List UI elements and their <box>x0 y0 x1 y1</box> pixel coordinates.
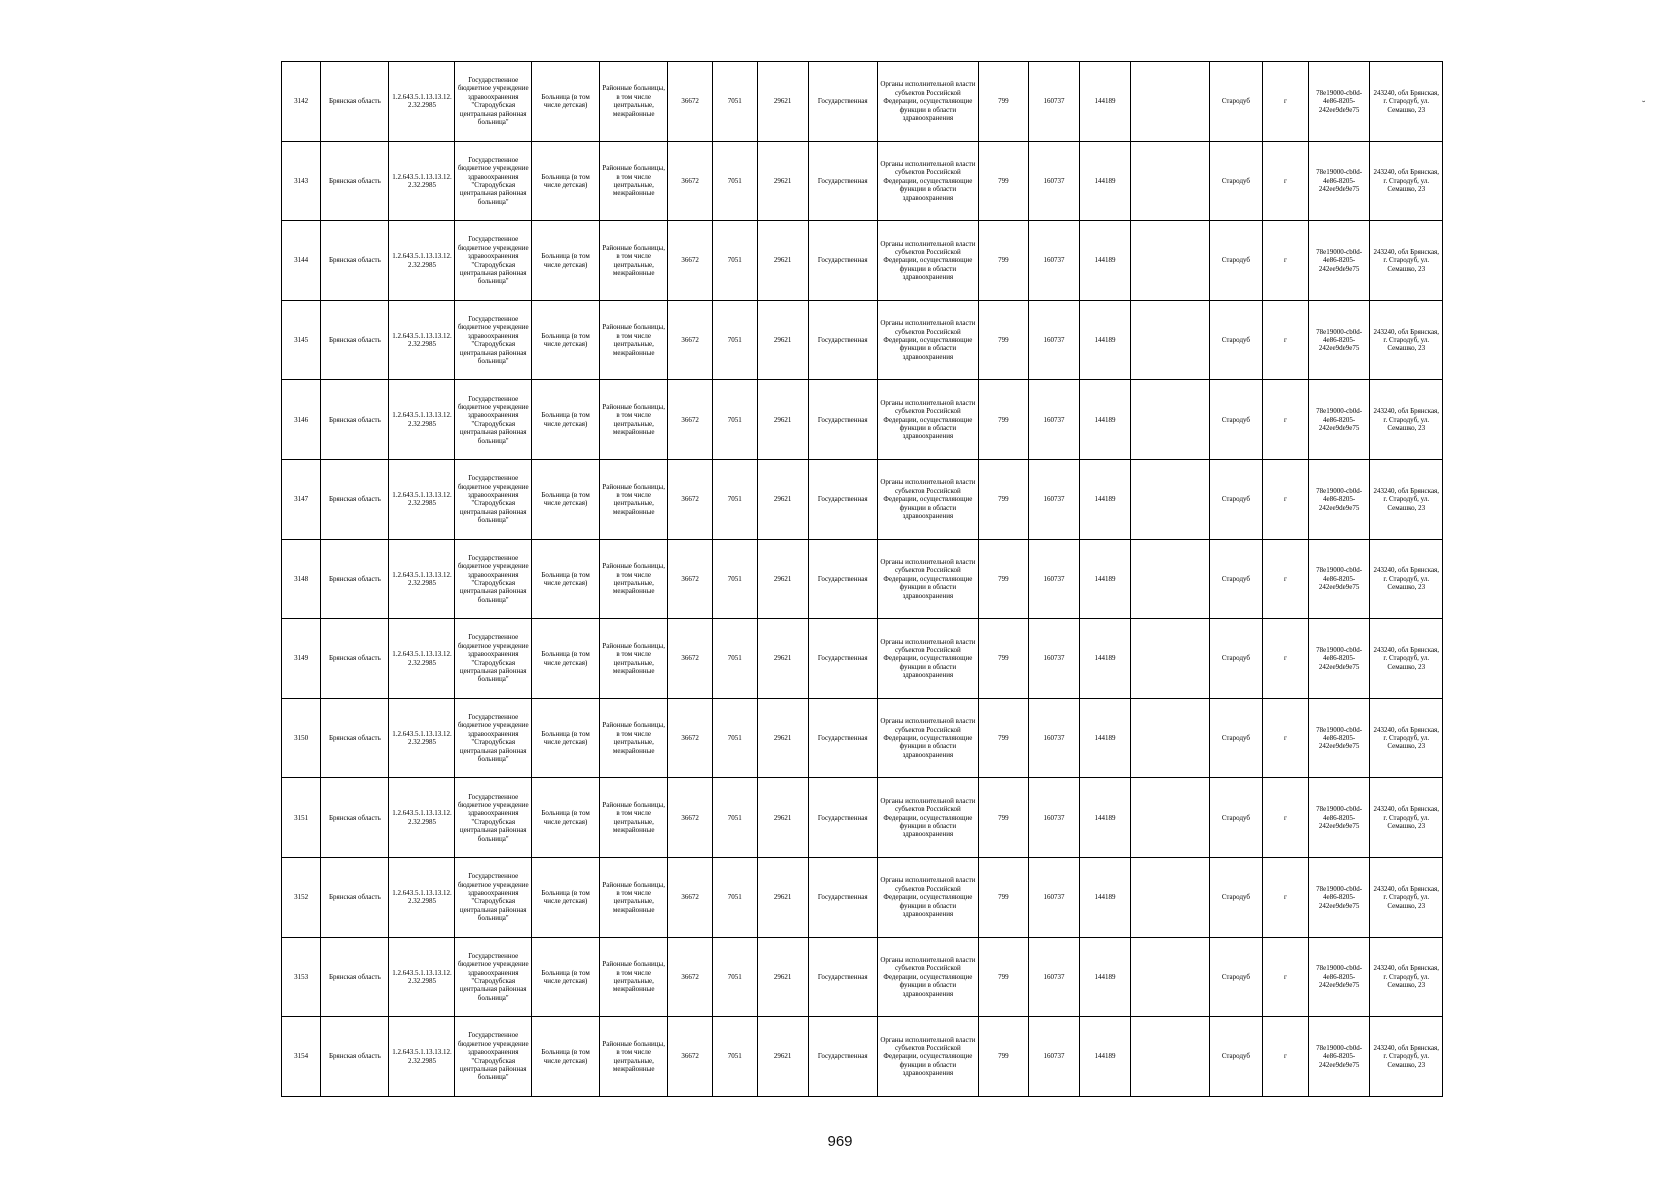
table-row <box>282 300 1443 380</box>
cell-code: 1.2.643.5.1.13.13.12.2.32.2985 <box>389 300 455 380</box>
cell-num-1: 36672 <box>668 62 713 142</box>
table-row <box>282 380 1443 460</box>
cell-num-1: 36672 <box>668 619 713 699</box>
cell-settlement-type: г <box>1263 460 1309 540</box>
cell-region: Брянская область <box>321 221 389 301</box>
cell-facility-type: Больница (в том числе детская) <box>532 141 600 221</box>
cell-empty-col <box>1131 460 1210 540</box>
cell-num-3: 29621 <box>757 858 808 938</box>
cell-num-6: 144189 <box>1080 858 1131 938</box>
cell-code: 1.2.643.5.1.13.13.12.2.32.2985 <box>389 858 455 938</box>
cell-region: Брянская область <box>321 1017 389 1097</box>
cell-facility-subtype: Районные больницы, в том числе центральные, межрайонные <box>600 62 668 142</box>
cell-num-6: 144189 <box>1080 619 1131 699</box>
cell-num-3: 29621 <box>757 1017 808 1097</box>
cell-num-4: 799 <box>978 858 1028 938</box>
cell-address: 243240, обл Брянская, г. Стародуб, ул. Семашко, 23 <box>1370 62 1443 142</box>
cell-code: 1.2.643.5.1.13.13.12.2.32.2985 <box>389 1017 455 1097</box>
row-id-cell: 3150 <box>282 698 321 778</box>
cell-num-4: 799 <box>978 1017 1028 1097</box>
cell-num-3: 29621 <box>757 300 808 380</box>
cell-num-6: 144189 <box>1080 221 1131 301</box>
table-row <box>282 937 1443 1017</box>
cell-city: Стародуб <box>1209 539 1262 619</box>
row-id-cell: 3145 <box>282 300 321 380</box>
cell-num-2: 7051 <box>712 858 757 938</box>
cell-region: Брянская область <box>321 698 389 778</box>
cell-facility-type: Больница (в том числе детская) <box>532 619 600 699</box>
cell-num-6: 144189 <box>1080 539 1131 619</box>
cell-ownership: Государственная <box>808 1017 877 1097</box>
cell-address: 243240, обл Брянская, г. Стародуб, ул. Семашко, 23 <box>1370 300 1443 380</box>
cell-address: 243240, обл Брянская, г. Стародуб, ул. Семашко, 23 <box>1370 778 1443 858</box>
cell-num-3: 29621 <box>757 141 808 221</box>
cell-organization: Государственное бюджетное учреждение здравоохранения "Стародубская центральная районная больница" <box>455 380 532 460</box>
cell-facility-subtype: Районные больницы, в том числе центральные, межрайонные <box>600 778 668 858</box>
cell-city: Стародуб <box>1209 937 1262 1017</box>
cell-city: Стародуб <box>1209 62 1262 142</box>
cell-num-4: 799 <box>978 221 1028 301</box>
cell-num-1: 36672 <box>668 221 713 301</box>
cell-settlement-type: г <box>1263 62 1309 142</box>
cell-facility-type: Больница (в том числе детская) <box>532 1017 600 1097</box>
cell-city: Стародуб <box>1209 778 1262 858</box>
cell-num-4: 799 <box>978 619 1028 699</box>
cell-region: Брянская область <box>321 300 389 380</box>
cell-facility-subtype: Районные больницы, в том числе центральные, межрайонные <box>600 380 668 460</box>
table-row <box>282 460 1443 540</box>
cell-city: Стародуб <box>1209 141 1262 221</box>
cell-guid: 78e19000-cb0d-4e86-8205-242ee9de9e75 <box>1308 1017 1370 1097</box>
cell-num-5: 160737 <box>1028 62 1079 142</box>
cell-ownership: Государственная <box>808 858 877 938</box>
cell-ownership: Государственная <box>808 141 877 221</box>
cell-num-4: 799 <box>978 141 1028 221</box>
cell-organization: Государственное бюджетное учреждение здравоохранения "Стародубская центральная районная больница" <box>455 937 532 1017</box>
cell-ownership: Государственная <box>808 221 877 301</box>
cell-city: Стародуб <box>1209 858 1262 938</box>
cell-guid: 78e19000-cb0d-4e86-8205-242ee9de9e75 <box>1308 300 1370 380</box>
cell-ownership: Государственная <box>808 778 877 858</box>
cell-settlement-type: г <box>1263 778 1309 858</box>
cell-code: 1.2.643.5.1.13.13.12.2.32.2985 <box>389 221 455 301</box>
cell-organization: Государственное бюджетное учреждение здравоохранения "Стародубская центральная районная больница" <box>455 698 532 778</box>
cell-region: Брянская область <box>321 460 389 540</box>
cell-authority: Органы исполнительной власти субъектов Российской Федерации, осуществляющие функции в области здравоохранения <box>877 62 978 142</box>
cell-organization: Государственное бюджетное учреждение здравоохранения "Стародубская центральная районная больница" <box>455 141 532 221</box>
table-row <box>282 141 1443 221</box>
cell-guid: 78e19000-cb0d-4e86-8205-242ee9de9e75 <box>1308 141 1370 221</box>
cell-authority: Органы исполнительной власти субъектов Российской Федерации, осуществляющие функции в области здравоохранения <box>877 300 978 380</box>
cell-num-6: 144189 <box>1080 698 1131 778</box>
cell-guid: 78e19000-cb0d-4e86-8205-242ee9de9e75 <box>1308 778 1370 858</box>
cell-empty-col <box>1131 539 1210 619</box>
cell-settlement-type: г <box>1263 937 1309 1017</box>
cell-facility-type: Больница (в том числе детская) <box>532 858 600 938</box>
row-id-cell: 3148 <box>282 539 321 619</box>
cell-num-4: 799 <box>978 380 1028 460</box>
cell-num-6: 144189 <box>1080 141 1131 221</box>
cell-num-6: 144189 <box>1080 300 1131 380</box>
cell-guid: 78e19000-cb0d-4e86-8205-242ee9de9e75 <box>1308 698 1370 778</box>
cell-city: Стародуб <box>1209 380 1262 460</box>
cell-num-2: 7051 <box>712 62 757 142</box>
cell-num-1: 36672 <box>668 460 713 540</box>
cell-address: 243240, обл Брянская, г. Стародуб, ул. Семашко, 23 <box>1370 698 1443 778</box>
cell-settlement-type: г <box>1263 300 1309 380</box>
cell-num-3: 29621 <box>757 460 808 540</box>
cell-code: 1.2.643.5.1.13.13.12.2.32.2985 <box>389 778 455 858</box>
cell-code: 1.2.643.5.1.13.13.12.2.32.2985 <box>389 698 455 778</box>
cell-facility-type: Больница (в том числе детская) <box>532 300 600 380</box>
cell-guid: 78e19000-cb0d-4e86-8205-242ee9de9e75 <box>1308 539 1370 619</box>
cell-settlement-type: г <box>1263 858 1309 938</box>
cell-empty-col <box>1131 141 1210 221</box>
cell-ownership: Государственная <box>808 698 877 778</box>
row-id-cell: 3151 <box>282 778 321 858</box>
cell-num-3: 29621 <box>757 619 808 699</box>
cell-code: 1.2.643.5.1.13.13.12.2.32.2985 <box>389 619 455 699</box>
cell-num-5: 160737 <box>1028 539 1079 619</box>
cell-num-5: 160737 <box>1028 619 1079 699</box>
cell-facility-type: Больница (в том числе детская) <box>532 539 600 619</box>
cell-num-3: 29621 <box>757 380 808 460</box>
table-row <box>282 698 1443 778</box>
cell-ownership: Государственная <box>808 380 877 460</box>
table-row <box>282 619 1443 699</box>
cell-empty-col <box>1131 221 1210 301</box>
cell-num-6: 144189 <box>1080 460 1131 540</box>
cell-num-1: 36672 <box>668 380 713 460</box>
cell-empty-col <box>1131 858 1210 938</box>
cell-num-2: 7051 <box>712 698 757 778</box>
cell-num-3: 29621 <box>757 62 808 142</box>
cell-num-6: 144189 <box>1080 380 1131 460</box>
cell-num-6: 144189 <box>1080 62 1131 142</box>
cell-region: Брянская область <box>321 539 389 619</box>
cell-num-4: 799 <box>978 778 1028 858</box>
cell-settlement-type: г <box>1263 141 1309 221</box>
cell-num-3: 29621 <box>757 221 808 301</box>
cell-facility-type: Больница (в том числе детская) <box>532 778 600 858</box>
cell-facility-type: Больница (в том числе детская) <box>532 62 600 142</box>
table-row <box>282 62 1443 142</box>
cell-num-5: 160737 <box>1028 937 1079 1017</box>
cell-num-2: 7051 <box>712 380 757 460</box>
cell-num-2: 7051 <box>712 221 757 301</box>
cell-address: 243240, обл Брянская, г. Стародуб, ул. Семашко, 23 <box>1370 858 1443 938</box>
cell-guid: 78e19000-cb0d-4e86-8205-242ee9de9e75 <box>1308 221 1370 301</box>
cell-organization: Государственное бюджетное учреждение здравоохранения "Стародубская центральная районная больница" <box>455 300 532 380</box>
row-id-cell: 3153 <box>282 937 321 1017</box>
cell-organization: Государственное бюджетное учреждение здравоохранения "Стародубская центральная районная больница" <box>455 460 532 540</box>
cell-empty-col <box>1131 778 1210 858</box>
cell-num-1: 36672 <box>668 778 713 858</box>
cell-facility-type: Больница (в том числе детская) <box>532 698 600 778</box>
cell-num-3: 29621 <box>757 937 808 1017</box>
cell-facility-subtype: Районные больницы, в том числе центральные, межрайонные <box>600 539 668 619</box>
cell-empty-col <box>1131 1017 1210 1097</box>
cell-authority: Органы исполнительной власти субъектов Российской Федерации, осуществляющие функции в области здравоохранения <box>877 778 978 858</box>
cell-authority: Органы исполнительной власти субъектов Российской Федерации, осуществляющие функции в области здравоохранения <box>877 937 978 1017</box>
table-row <box>282 221 1443 301</box>
cell-address: 243240, обл Брянская, г. Стародуб, ул. Семашко, 23 <box>1370 539 1443 619</box>
row-id-cell: 3143 <box>282 141 321 221</box>
cell-num-5: 160737 <box>1028 778 1079 858</box>
cell-num-4: 799 <box>978 698 1028 778</box>
cell-organization: Государственное бюджетное учреждение здравоохранения "Стародубская центральная районная больница" <box>455 221 532 301</box>
cell-settlement-type: г <box>1263 539 1309 619</box>
cell-facility-subtype: Районные больницы, в том числе центральные, межрайонные <box>600 221 668 301</box>
cell-address: 243240, обл Брянская, г. Стародуб, ул. Семашко, 23 <box>1370 460 1443 540</box>
cell-num-2: 7051 <box>712 300 757 380</box>
cell-settlement-type: г <box>1263 698 1309 778</box>
cell-num-2: 7051 <box>712 619 757 699</box>
cell-empty-col <box>1131 698 1210 778</box>
table-row <box>282 778 1443 858</box>
cell-facility-type: Больница (в том числе детская) <box>532 221 600 301</box>
cell-num-4: 799 <box>978 62 1028 142</box>
cell-facility-subtype: Районные больницы, в том числе центральные, межрайонные <box>600 460 668 540</box>
cell-region: Брянская область <box>321 619 389 699</box>
cell-num-2: 7051 <box>712 1017 757 1097</box>
cell-num-1: 36672 <box>668 858 713 938</box>
cell-facility-subtype: Районные больницы, в том числе центральные, межрайонные <box>600 858 668 938</box>
cell-num-6: 144189 <box>1080 937 1131 1017</box>
cell-num-2: 7051 <box>712 539 757 619</box>
cell-num-3: 29621 <box>757 698 808 778</box>
row-id-cell: 3144 <box>282 221 321 301</box>
cell-num-1: 36672 <box>668 698 713 778</box>
cell-organization: Государственное бюджетное учреждение здравоохранения "Стародубская центральная районная больница" <box>455 539 532 619</box>
cell-num-4: 799 <box>978 460 1028 540</box>
cell-num-5: 160737 <box>1028 1017 1079 1097</box>
cell-num-6: 144189 <box>1080 1017 1131 1097</box>
cell-settlement-type: г <box>1263 1017 1309 1097</box>
cell-address: 243240, обл Брянская, г. Стародуб, ул. Семашко, 23 <box>1370 141 1443 221</box>
cell-code: 1.2.643.5.1.13.13.12.2.32.2985 <box>389 141 455 221</box>
cell-ownership: Государственная <box>808 62 877 142</box>
cell-num-6: 144189 <box>1080 778 1131 858</box>
cell-num-3: 29621 <box>757 539 808 619</box>
cell-address: 243240, обл Брянская, г. Стародуб, ул. Семашко, 23 <box>1370 937 1443 1017</box>
cell-address: 243240, обл Брянская, г. Стародуб, ул. Семашко, 23 <box>1370 619 1443 699</box>
cell-ownership: Государственная <box>808 619 877 699</box>
cell-authority: Органы исполнительной власти субъектов Российской Федерации, осуществляющие функции в области здравоохранения <box>877 698 978 778</box>
cell-authority: Органы исполнительной власти субъектов Российской Федерации, осуществляющие функции в области здравоохранения <box>877 380 978 460</box>
cell-num-3: 29621 <box>757 778 808 858</box>
cell-address: 243240, обл Брянская, г. Стародуб, ул. Семашко, 23 <box>1370 380 1443 460</box>
cell-region: Брянская область <box>321 937 389 1017</box>
cell-region: Брянская область <box>321 62 389 142</box>
cell-address: 243240, обл Брянская, г. Стародуб, ул. Семашко, 23 <box>1370 221 1443 301</box>
cell-num-1: 36672 <box>668 1017 713 1097</box>
cell-organization: Государственное бюджетное учреждение здравоохранения "Стародубская центральная районная больница" <box>455 62 532 142</box>
cell-authority: Органы исполнительной власти субъектов Российской Федерации, осуществляющие функции в области здравоохранения <box>877 141 978 221</box>
cell-guid: 78e19000-cb0d-4e86-8205-242ee9de9e75 <box>1308 619 1370 699</box>
stray-mark: ˘ <box>1642 100 1646 111</box>
table-row <box>282 539 1443 619</box>
cell-num-5: 160737 <box>1028 858 1079 938</box>
registry-body <box>282 62 1443 1097</box>
cell-empty-col <box>1131 62 1210 142</box>
cell-code: 1.2.643.5.1.13.13.12.2.32.2985 <box>389 380 455 460</box>
cell-organization: Государственное бюджетное учреждение здравоохранения "Стародубская центральная районная больница" <box>455 778 532 858</box>
cell-facility-subtype: Районные больницы, в том числе центральные, межрайонные <box>600 937 668 1017</box>
cell-settlement-type: г <box>1263 380 1309 460</box>
cell-num-2: 7051 <box>712 778 757 858</box>
cell-region: Брянская область <box>321 778 389 858</box>
row-id-cell: 3147 <box>282 460 321 540</box>
cell-guid: 78e19000-cb0d-4e86-8205-242ee9de9e75 <box>1308 62 1370 142</box>
cell-num-5: 160737 <box>1028 300 1079 380</box>
cell-facility-subtype: Районные больницы, в том числе центральные, межрайонные <box>600 619 668 699</box>
row-id-cell: 3146 <box>282 380 321 460</box>
cell-organization: Государственное бюджетное учреждение здравоохранения "Стародубская центральная районная больница" <box>455 1017 532 1097</box>
cell-city: Стародуб <box>1209 300 1262 380</box>
cell-empty-col <box>1131 937 1210 1017</box>
cell-region: Брянская область <box>321 141 389 221</box>
cell-authority: Органы исполнительной власти субъектов Российской Федерации, осуществляющие функции в области здравоохранения <box>877 221 978 301</box>
cell-facility-subtype: Районные больницы, в том числе центральные, межрайонные <box>600 141 668 221</box>
cell-guid: 78e19000-cb0d-4e86-8205-242ee9de9e75 <box>1308 937 1370 1017</box>
cell-facility-subtype: Районные больницы, в том числе центральные, межрайонные <box>600 1017 668 1097</box>
cell-facility-subtype: Районные больницы, в том числе центральные, межрайонные <box>600 300 668 380</box>
cell-settlement-type: г <box>1263 619 1309 699</box>
cell-city: Стародуб <box>1209 619 1262 699</box>
cell-ownership: Государственная <box>808 460 877 540</box>
registry-table <box>281 61 1443 1097</box>
cell-empty-col <box>1131 619 1210 699</box>
table-row <box>282 858 1443 938</box>
cell-organization: Государственное бюджетное учреждение здравоохранения "Стародубская центральная районная больница" <box>455 858 532 938</box>
cell-authority: Органы исполнительной власти субъектов Российской Федерации, осуществляющие функции в области здравоохранения <box>877 619 978 699</box>
cell-settlement-type: г <box>1263 221 1309 301</box>
cell-code: 1.2.643.5.1.13.13.12.2.32.2985 <box>389 62 455 142</box>
cell-city: Стародуб <box>1209 698 1262 778</box>
cell-num-2: 7051 <box>712 937 757 1017</box>
cell-code: 1.2.643.5.1.13.13.12.2.32.2985 <box>389 460 455 540</box>
cell-facility-subtype: Районные больницы, в том числе центральные, межрайонные <box>600 698 668 778</box>
cell-num-4: 799 <box>978 300 1028 380</box>
page-number: 969 <box>827 1133 853 1150</box>
cell-num-1: 36672 <box>668 300 713 380</box>
cell-city: Стародуб <box>1209 460 1262 540</box>
cell-organization: Государственное бюджетное учреждение здравоохранения "Стародубская центральная районная больница" <box>455 619 532 699</box>
cell-code: 1.2.643.5.1.13.13.12.2.32.2985 <box>389 539 455 619</box>
table-row <box>282 1017 1443 1097</box>
cell-empty-col <box>1131 380 1210 460</box>
cell-num-1: 36672 <box>668 141 713 221</box>
cell-address: 243240, обл Брянская, г. Стародуб, ул. Семашко, 23 <box>1370 1017 1443 1097</box>
cell-city: Стародуб <box>1209 1017 1262 1097</box>
cell-num-5: 160737 <box>1028 698 1079 778</box>
cell-facility-type: Больница (в том числе детская) <box>532 380 600 460</box>
cell-num-4: 799 <box>978 539 1028 619</box>
cell-ownership: Государственная <box>808 937 877 1017</box>
cell-facility-type: Больница (в том числе детская) <box>532 460 600 540</box>
row-id-cell: 3142 <box>282 62 321 142</box>
cell-region: Брянская область <box>321 858 389 938</box>
cell-num-1: 36672 <box>668 937 713 1017</box>
cell-authority: Органы исполнительной власти субъектов Российской Федерации, осуществляющие функции в области здравоохранения <box>877 858 978 938</box>
cell-empty-col <box>1131 300 1210 380</box>
cell-authority: Органы исполнительной власти субъектов Российской Федерации, осуществляющие функции в области здравоохранения <box>877 539 978 619</box>
cell-num-5: 160737 <box>1028 221 1079 301</box>
cell-ownership: Государственная <box>808 300 877 380</box>
cell-num-1: 36672 <box>668 539 713 619</box>
cell-guid: 78e19000-cb0d-4e86-8205-242ee9de9e75 <box>1308 858 1370 938</box>
cell-ownership: Государственная <box>808 539 877 619</box>
row-id-cell: 3154 <box>282 1017 321 1097</box>
cell-num-2: 7051 <box>712 141 757 221</box>
cell-num-5: 160737 <box>1028 460 1079 540</box>
cell-num-5: 160737 <box>1028 141 1079 221</box>
cell-num-5: 160737 <box>1028 380 1079 460</box>
cell-guid: 78e19000-cb0d-4e86-8205-242ee9de9e75 <box>1308 460 1370 540</box>
cell-code: 1.2.643.5.1.13.13.12.2.32.2985 <box>389 937 455 1017</box>
row-id-cell: 3152 <box>282 858 321 938</box>
cell-facility-type: Больница (в том числе детская) <box>532 937 600 1017</box>
cell-city: Стародуб <box>1209 221 1262 301</box>
row-id-cell: 3149 <box>282 619 321 699</box>
cell-authority: Органы исполнительной власти субъектов Российской Федерации, осуществляющие функции в области здравоохранения <box>877 460 978 540</box>
cell-region: Брянская область <box>321 380 389 460</box>
cell-num-2: 7051 <box>712 460 757 540</box>
cell-guid: 78e19000-cb0d-4e86-8205-242ee9de9e75 <box>1308 380 1370 460</box>
cell-num-4: 799 <box>978 937 1028 1017</box>
cell-authority: Органы исполнительной власти субъектов Российской Федерации, осуществляющие функции в области здравоохранения <box>877 1017 978 1097</box>
